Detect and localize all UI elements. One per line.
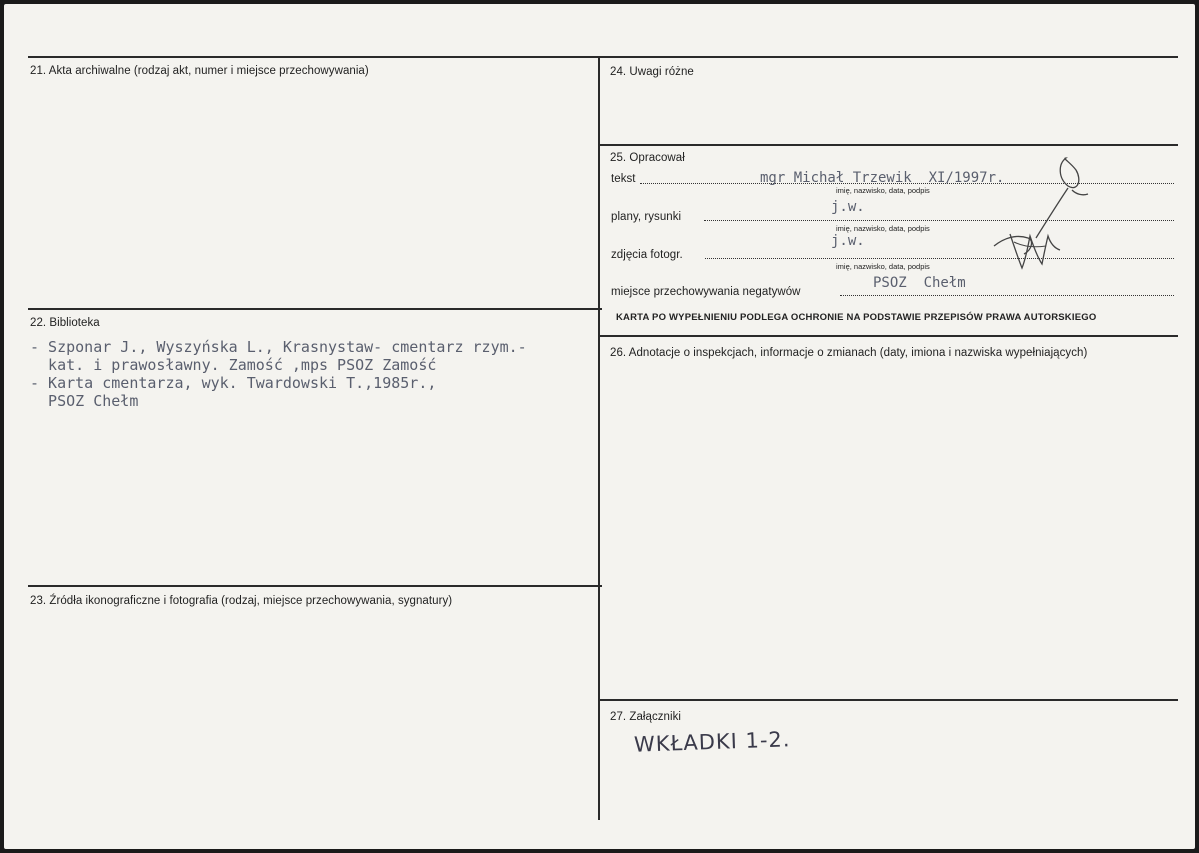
top-rule bbox=[28, 56, 1178, 58]
section-21-label: 21. Akta archiwalne (rodzaj akt, numer i miejsce przechowywania) bbox=[30, 65, 369, 77]
rule-23-top bbox=[28, 585, 602, 587]
handwritten-signature bbox=[984, 150, 1094, 272]
library-entry-line-3: - Karta cmentarza, wyk. Twardowski T.,1985r., bbox=[30, 374, 437, 392]
library-entry-line-1: - Szponar J., Wyszyńska L., Krasnystaw- cmentarz rzym.- bbox=[30, 338, 527, 356]
tekst-label: tekst bbox=[611, 173, 636, 185]
zdjecia-dotted-line bbox=[705, 258, 1174, 259]
library-entry-line-4: PSOZ Chełm bbox=[30, 392, 139, 410]
plany-value: j.w. bbox=[831, 199, 865, 215]
zdjecia-value: j.w. bbox=[831, 233, 865, 249]
rule-27-top bbox=[600, 699, 1178, 701]
rule-26-top bbox=[600, 335, 1178, 337]
library-entry-line-2: kat. i prawosławny. Zamość ,mps PSOZ Zamość bbox=[30, 356, 437, 374]
section-26-label: 26. Adnotacje o inspekcjach, informacje o zmianach (daty, imiona i nazwiska wypełniających) bbox=[610, 347, 1088, 359]
section-22-label: 22. Biblioteka bbox=[30, 317, 100, 329]
section-27-label: 27. Załączniki bbox=[610, 711, 682, 723]
section-23-label: 23. Źródła ikonograficzne i fotografia (rodzaj, miejsce przechowywania, sygnatury) bbox=[30, 595, 453, 607]
zdjecia-label: zdjęcia fotogr. bbox=[611, 249, 683, 261]
copyright-note: KARTA PO WYPEŁNIENIU PODLEGA OCHRONIE NA PODSTAWIE PRZEPISÓW PRAWA AUTORSKIEGO bbox=[616, 312, 1097, 323]
plany-caption: imię, nazwisko, data, podpis bbox=[836, 224, 930, 233]
attachments-value: WKŁADKI 1-2. bbox=[633, 727, 791, 757]
plany-dotted-line bbox=[704, 220, 1174, 221]
tekst-value: mgr Michał Trzewik XI/1997r. bbox=[760, 170, 1005, 186]
plany-label: plany, rysunki bbox=[611, 211, 682, 223]
center-rule bbox=[598, 56, 600, 820]
rule-25-top bbox=[600, 144, 1178, 146]
tekst-caption: imię, nazwisko, data, podpis bbox=[836, 186, 930, 195]
negatywy-label: miejsce przechowywania negatywów bbox=[611, 286, 801, 298]
zdjecia-caption: imię, nazwisko, data, podpis bbox=[836, 262, 930, 271]
rule-22-top bbox=[28, 308, 602, 310]
record-card bbox=[4, 4, 1195, 849]
section-25-label: 25. Opracował bbox=[610, 152, 685, 164]
section-24-label: 24. Uwagi różne bbox=[610, 66, 694, 78]
negatywy-dotted-line bbox=[840, 295, 1174, 296]
negatywy-value: PSOZ Chełm bbox=[873, 275, 966, 291]
